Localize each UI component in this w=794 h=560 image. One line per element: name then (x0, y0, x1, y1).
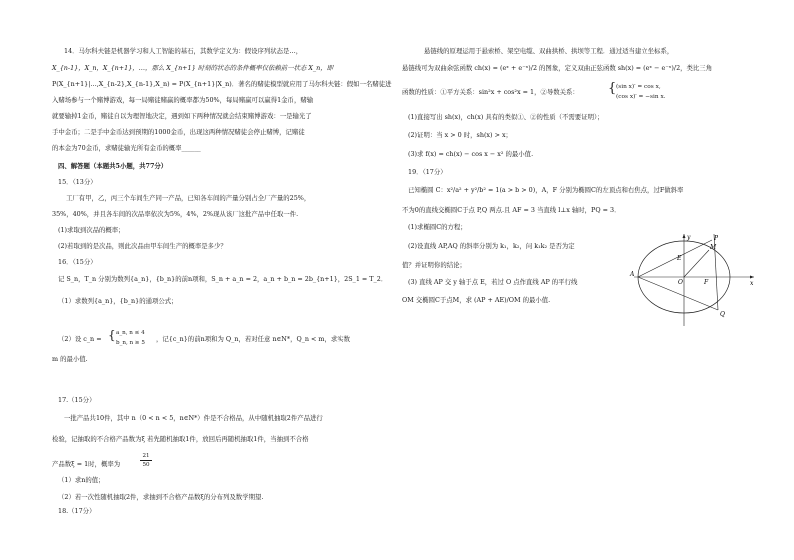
q18-line-3a: 函数的性质：①平方关系：sin²x + cos²x = 1，②导数关系： (402, 88, 579, 96)
label-x: x (750, 280, 754, 287)
q15-heading: 15．（13分） (58, 178, 97, 186)
q19-line-2: 不为0的直线交椭圆C于点 P,Q 两点.且 AF = 3 当直线 l⊥x 轴时，PQ = 3． (402, 206, 621, 214)
q16-line-3c: b_n, n ≥ 5 (116, 340, 145, 346)
label-p: P (714, 235, 719, 242)
label-m: M (710, 244, 717, 251)
q17-line-1: 一批产品共10件，其中 n（0 < n < 5，n∈N*）件是不合格品，从中随机抽取2件产品进行 (64, 414, 323, 422)
q19-line-6: (3) 直线 AP 交 y 轴于点 E，若过 O 点作直线 AP 的平行线 (408, 278, 578, 286)
q17-line-5: （2）若一次性随机抽取2件，求抽到不合格产品数ξ的分布列及数学期望. (58, 493, 264, 501)
label-o: O (678, 279, 683, 286)
line-om (684, 250, 709, 277)
q14-line-4: 入赌场参与一个赌博游戏，每一局赌徒赌赢的概率都为50%，每局赌赢可以赢得1金币，赌输 (52, 96, 314, 104)
q16-brace: { (108, 328, 116, 342)
label-e: E (677, 255, 682, 262)
q19-line-5: 值？并证明你的结论； (402, 261, 466, 269)
q14-line-7: 的本金为70金币，求赌徒输光所有金币的概率______ (52, 144, 201, 152)
q17-line-3a: 产品数ξ = 1时，概率为 (52, 460, 121, 468)
q14-line-2: X_{n-1}，X_n，X_{n+1}，…，那么 X_{n+1} 时刻的状态的条件概率仅依赖前一状态 X_n，即 (52, 64, 334, 72)
x-axis-arrow (750, 276, 754, 279)
q14-line-1: 14．马尔科夫链是机器学习和人工智能的基石，其数学定义为：假设序列状态是…， (64, 47, 303, 55)
q18-line-2: 悬链线可为双曲余弦函数 ch(x) = (eˣ + e⁻ˣ)/2 的图象，定义双曲正弦函数 sh(x) = (eˣ − e⁻ˣ)/2，类比三角 (402, 64, 713, 72)
q17-fraction-bar (140, 460, 152, 461)
q15-line-2: 35%，40%，并且各车间的次品率依次为5%，4%，2%现从该厂这批产品中任取一件. (52, 210, 299, 218)
q17-line-4: （1）求n的值； (58, 476, 105, 484)
q16-heading: 16．（15分） (58, 258, 97, 266)
q18-brace: { (608, 81, 617, 96)
q16-line-2: （1）求数列{a_n}，{b_n}的通项公式； (58, 297, 178, 305)
q17-line-2: 检验，记抽取的不合格产品数为ξ 若先随机抽取1件，放回后再随机抽取1件，当抽到不合格 (52, 435, 309, 443)
q14-line-3: P(X_{n+1}|…,X_{n-2},X_{n-1},X_n) = P(X_{n+1}|X_n)．著名的赌徒模型就应用了马尔科夫链：假如一名赌徒进 (52, 80, 392, 88)
q18-line-4: (1)直接写出 sh(x)，ch(x) 具有的类似①、②的性质（不需要证明）； (408, 113, 604, 121)
q17-fraction-numerator: 21 (142, 453, 150, 459)
q18-heading: 18.（17分） (58, 507, 96, 515)
label-q: Q (720, 311, 725, 318)
ellipse-figure (632, 230, 757, 328)
q16-line-3b: a_n, n ≤ 4 (116, 330, 145, 336)
q17-fraction-denominator: 50 (142, 462, 150, 468)
q18-line-6: (3)求 f(x) = ch(x) − cos x − x² 的最小值. (408, 150, 534, 158)
q16-line-1: 记 S_n，T_n 分别为数列{a_n}，{b_n}的前n项和，S_n + a_n = 2，a_n + b_n = 2b_{n+1}，2S_1 = T_2． (58, 275, 388, 283)
q19-line-7: OM 交椭圆C于点M，求 (AP + AE)/OM 的最小值. (402, 296, 551, 304)
q19-line-3: (1)求椭圆C的方程； (408, 223, 467, 231)
q18-line-3b: (sin x)′ = cos x, (616, 84, 661, 90)
q16-line-3d: ，记{c_n}的前n项和为 Q_n，若对任意 n∈N*，Q_n < m，求实数 (156, 335, 351, 343)
q19-line-4: (2)设直线 AP,AQ 的斜率分别为 k₁，k₂，问 k₁k₂ 是否为定 (408, 242, 575, 250)
q15-line-3: (1)求取到次品的概率； (58, 226, 125, 234)
q16-line-4: m 的最小值. (52, 355, 88, 363)
q18-line-3c: (cos x)′ = −sin x. (616, 94, 666, 100)
section-4-heading: 四、解答题（本题共5小题，共77分） (58, 162, 168, 170)
q18-line-1: 悬链线的原理运用于悬索桥、架空电缆、双曲拱桥、拱坝等工程．通过适当建立坐标系， (424, 47, 674, 55)
label-a: A (630, 271, 635, 278)
label-y: y (687, 234, 691, 241)
q19-heading: 19．（17分） (408, 168, 447, 176)
q16-line-3a: （2）设 c_n = (58, 335, 102, 343)
q17-heading: 17.（15分） (58, 396, 96, 404)
q19-line-1: 已知椭圆 C：x²/a² + y²/b² = 1(a > b > 0)，A，F 分别为椭圆C的左顶点和右焦点，过F做斜率 (408, 186, 684, 194)
q14-line-5: 就要输掉1金币，赌徒自以为理智地决定，遇到如下两种情况就会结束赌博游戏：一是输光了 (52, 112, 312, 120)
q18-line-5: (2)证明：当 x > 0 时，sh(x) > x； (408, 131, 512, 139)
q15-line-1: 工厂有甲，乙，丙三个车间生产同一产品，已知各车间的产量分别占全厂产量的25%， (66, 194, 311, 202)
q14-line-6: 手中金币；二是手中金币达到预期的1000金币，出现这两种情况赌徒会停止赌博，记赌徒 (52, 128, 305, 136)
q15-line-4: (2)若取到的是次品，则此次品由甲车间生产的概率是多少？ (58, 242, 227, 250)
label-f: F (704, 279, 709, 286)
y-axis-arrow (683, 234, 686, 238)
